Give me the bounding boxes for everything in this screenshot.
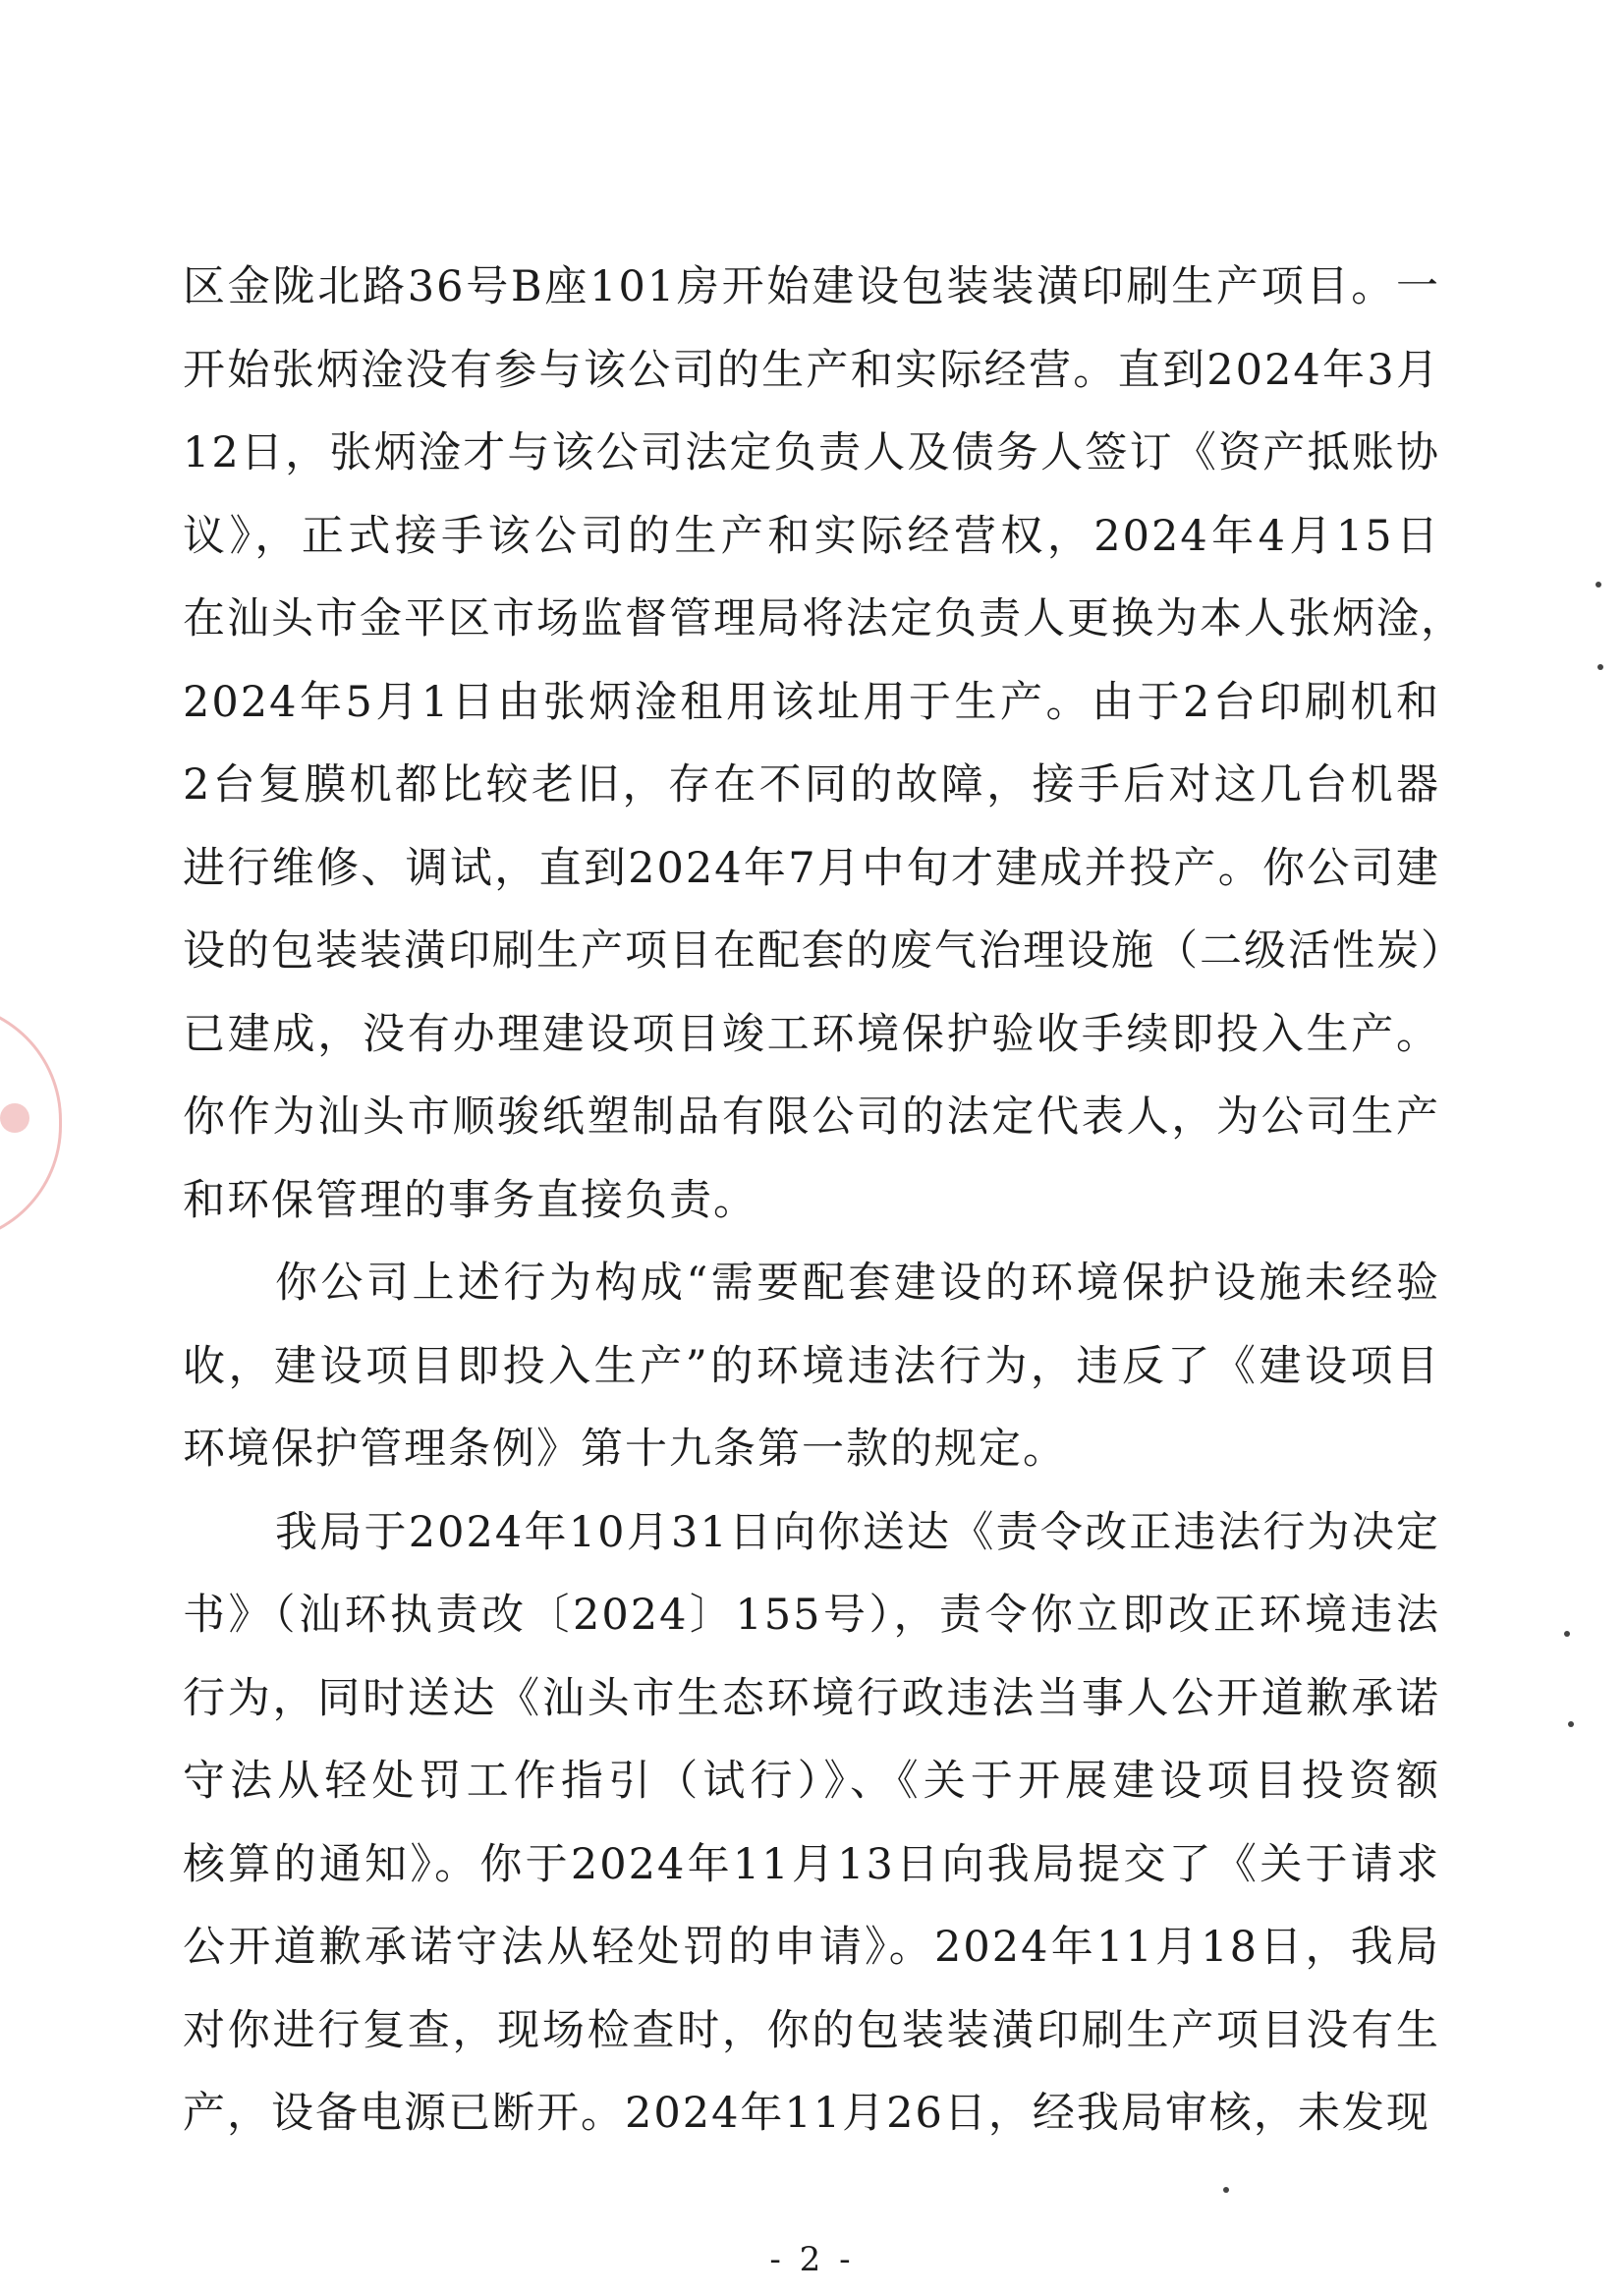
text-line: 产，设备电源已断开。2024年11月26日，经我局审核，未发现 bbox=[183, 2089, 1430, 2138]
text-line: 已建成，没有办理建设项目竣工环境保护验收手续即投入生产。 bbox=[183, 1009, 1440, 1059]
page-number: - 2 - bbox=[769, 2240, 855, 2279]
text-line: 进行维修、调试，直到2024年7月中旬才建成并投产。你公司建 bbox=[183, 843, 1440, 893]
paragraph bbox=[183, 1242, 1440, 1491]
body-text bbox=[183, 246, 1465, 2155]
text-line: 12日，张炳淦才与该公司法定负责人及债务人签订《资产抵账协 bbox=[183, 428, 1440, 477]
text-line: 环境保护管理条例》第十九条第一款的规定。 bbox=[183, 1425, 1067, 1474]
text-line: 你公司上述行为构成“需要配套建设的环境保护设施未经验 bbox=[275, 1259, 1440, 1308]
scan-speck bbox=[1564, 1631, 1570, 1637]
scan-speck bbox=[1223, 2187, 1229, 2193]
text-line: 对你进行复查，现场检查时，你的包装装潢印刷生产项目没有生 bbox=[183, 2005, 1440, 2055]
text-line: 核算的通知》。你于2024年11月13日向我局提交了《关于请求 bbox=[183, 1839, 1440, 1889]
text-line: 2024年5月1日由张炳淦租用该址用于生产。由于2台印刷机和 bbox=[183, 677, 1440, 727]
text-line: 和环保管理的事务直接负责。 bbox=[183, 1175, 757, 1225]
text-line: 收，建设项目即投入生产”的环境违法行为，违反了《建设项目 bbox=[183, 1341, 1440, 1391]
seal-mark bbox=[0, 1103, 29, 1133]
scan-speck bbox=[1596, 582, 1601, 588]
text-line: 我局于2024年10月31日向你送达《责令改正违法行为决定 bbox=[275, 1507, 1440, 1557]
text-line: 设的包装装潢印刷生产项目在配套的废气治理设施（二级活性炭） bbox=[183, 926, 1465, 976]
paragraph bbox=[183, 246, 1465, 1242]
text-line: 你作为汕头市顺骏纸塑制品有限公司的法定代表人，为公司生产 bbox=[183, 1092, 1440, 1142]
paragraph bbox=[183, 1491, 1440, 2155]
text-line: 区金陇北路36号B座101房开始建设包装装潢印刷生产项目。一 bbox=[183, 262, 1440, 311]
text-line: 开始张炳淦没有参与该公司的生产和实际经营。直到2024年3月 bbox=[183, 345, 1440, 395]
scan-speck bbox=[1568, 1721, 1574, 1727]
red-seal-fragment bbox=[0, 1002, 62, 1244]
text-line: 公开道歉承诺守法从轻处罚的申请》。2024年11月18日，我局 bbox=[183, 1923, 1440, 1972]
text-line: 行为，同时送达《汕头市生态环境行政违法当事人公开道歉承诺 bbox=[183, 1673, 1440, 1723]
text-line: 2台复膜机都比较老旧，存在不同的故障，接手后对这几台机器 bbox=[183, 760, 1440, 810]
scan-speck bbox=[1597, 664, 1603, 670]
text-line: 在汕头市金平区市场监督管理局将法定负责人更换为本人张炳淦， bbox=[183, 594, 1465, 644]
text-line: 守法从轻处罚工作指引（试行）》、《关于开展建设项目投资额 bbox=[183, 1757, 1440, 1806]
text-line: 书》（汕环执责改〔2024〕155号），责令你立即改正环境违法 bbox=[183, 1591, 1440, 1640]
text-line: 议》，正式接手该公司的生产和实际经营权，2024年4月15日 bbox=[183, 511, 1440, 561]
